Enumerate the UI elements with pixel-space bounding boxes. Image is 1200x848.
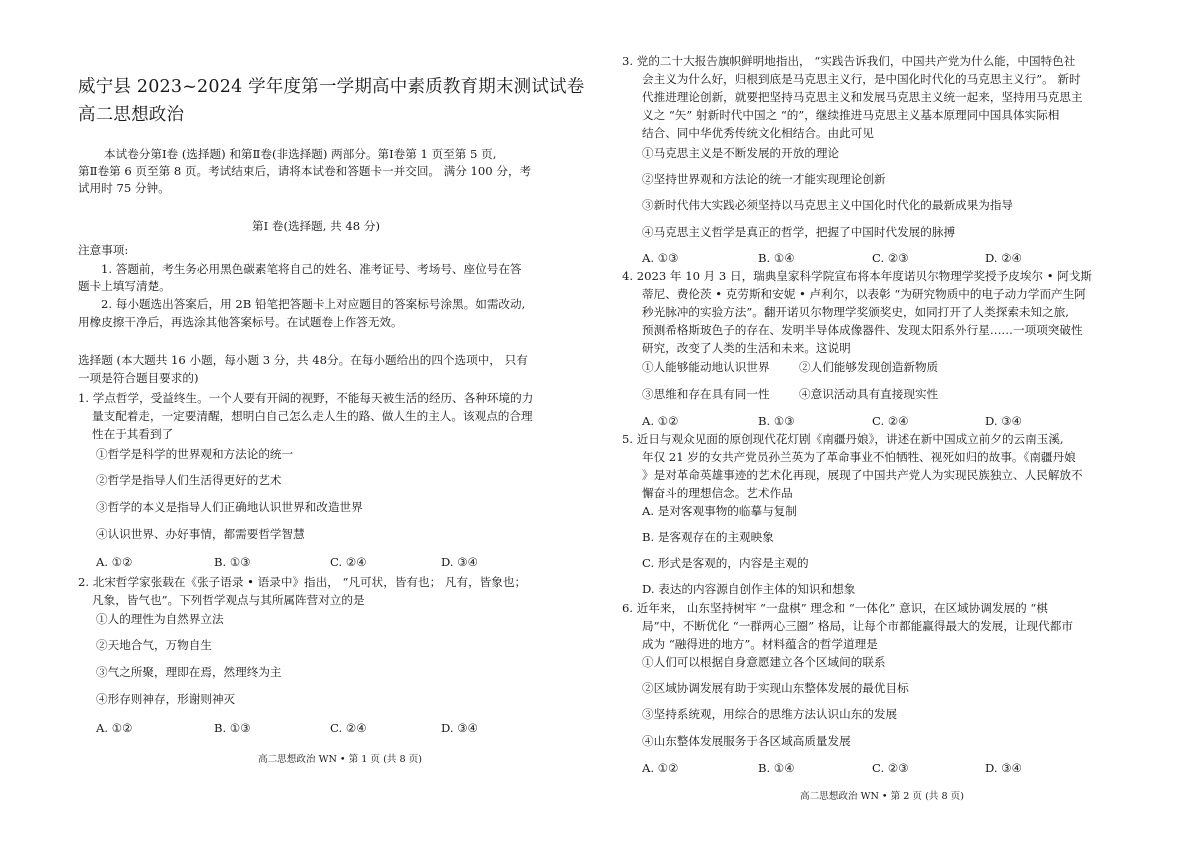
answer-option: C. ②③ <box>872 761 909 775</box>
answer-option: D. ③④ <box>441 721 479 735</box>
statement-item: ③坚持系统观，用综合的思维方法认识山东的发展 <box>642 707 898 721</box>
statement-item: ③气之所聚，理即在焉，然理终为主 <box>96 665 282 679</box>
question-stem: 代推进理论创新，就要把坚持马克思主义和发展马克思主义统一起来，坚持用马克思主 <box>642 90 1083 104</box>
page-2 <box>600 0 1200 848</box>
answer-option: D. 表达的内容源自创作主体的知识和想象 <box>642 582 856 596</box>
question-stem: 6. 近年来， 山东坚持树牢 “一盘棋” 理念和 “一体化” 意识，在区域协调发展的 “棋 <box>622 601 1048 615</box>
intro-line: 本试卷分第Ⅰ卷 (选择题) 和第Ⅱ卷(非选择题) 两部分。第Ⅰ卷第 1 页至第 5 页, <box>104 147 497 161</box>
statement-item: ②坚持世界观和方法论的统一才能实现理论创新 <box>642 172 886 186</box>
page-footer: 高二思想政治 WN • 第 1 页 (共 8 页) <box>258 754 422 765</box>
statement-item: ④马克思主义哲学是真正的哲学，把握了中国时代发展的脉搏 <box>642 225 956 239</box>
question-stem: 》是对革命英雄事迹的艺术化再现，展现了中国共产党人为实现民族独立、人民解放不 <box>642 468 1083 482</box>
answer-option: C. ②③ <box>872 251 909 265</box>
statement-item: ④形存则神存，形谢则神灭 <box>96 692 236 706</box>
note-line: 用橡皮擦干净后，再选涂其他答案标号。在试题卷上作答无效。 <box>78 315 403 329</box>
statement-item: ①哲学是科学的世界观和方法论的统一 <box>96 447 294 461</box>
question-stem: 会主义为什么好，归根到底是马克思主义行，是中国化时代化的马克思主义行”。 新时 <box>642 72 1081 86</box>
page-footer: 高二思想政治 WN • 第 2 页 (共 8 页) <box>800 791 964 802</box>
choice-heading: 选择题 (本大题共 16 小题，每小题 3 分，共 48分。在每小题给出的四个选项中， 只有 <box>78 353 528 367</box>
answer-option: D. ③④ <box>985 414 1023 428</box>
question-stem: 成为 “融得进的地方”。材料蕴含的哲学道理是 <box>642 637 878 651</box>
answer-option: B. ①③ <box>214 721 251 735</box>
statement-item: ②区域协调发展有助于实现山东整体发展的最优目标 <box>642 681 909 695</box>
question-stem: 研究，改变了人类的生活和未来。这说明 <box>642 341 851 355</box>
question-stem: 3. 党的二十大报告旗帜鲜明地指出， “实践告诉我们，中国共产党为什么能，中国特色社 <box>622 54 1076 68</box>
answer-option: B. 是客观存在的主观映象 <box>642 530 774 544</box>
exam-title: 威宁县 2023~2024 学年度第一学期高中素质教育期末测试试卷 <box>78 77 585 97</box>
question-stem: 蒂尼、费伦茨 • 克劳斯和安妮 • 卢利尔，以表彰 “为研究物质中的电子动力学而产生阿 <box>642 287 1086 301</box>
section-heading: 第Ⅰ 卷(选择题, 共 48 分) <box>252 219 380 233</box>
note-line: 题卡上填写清楚。 <box>78 279 171 293</box>
question-stem: 懈奋斗的理想信念。艺术作品 <box>642 486 793 500</box>
statement-item: ③新时代伟大实践必须坚持以马克思主义中国化时代化的最新成果为指导 <box>642 198 1014 212</box>
statement-item: ②哲学是指导人们生活得更好的艺术 <box>96 473 282 487</box>
question-stem: 性在于其看到了 <box>92 427 174 441</box>
answer-option: A. ①② <box>96 721 133 735</box>
notes-heading: 注意事项: <box>78 243 129 257</box>
answer-option: A. ①② <box>96 555 133 569</box>
statement-item: ④山东整体发展服务于各区域高质量发展 <box>642 734 851 748</box>
statement-item: ③思维和存在具有同一性 <box>642 387 770 401</box>
choice-heading: 一项是符合题目要求的) <box>78 371 199 385</box>
answer-option: B. ①③ <box>758 414 795 428</box>
question-stem: 结合、同中华优秀传统文化相结合。由此可见 <box>642 126 874 140</box>
question-stem: 5. 近日与观众见面的原创现代花灯剧《南疆丹娘》，讲述在新中国成立前夕的云南玉溪, <box>622 432 1064 446</box>
answer-option: B. ①④ <box>758 251 795 265</box>
question-stem: 2. 北宋哲学家张载在《张子语录 • 语录中》指出， “凡可状，皆有也； 凡有，皆象也； <box>78 575 527 589</box>
statement-item: ②天地合气，万物自生 <box>96 638 212 652</box>
statement-item: ①人能够能动地认识世界 <box>642 360 770 374</box>
answer-option: B. ①④ <box>758 761 795 775</box>
question-stem: 预测希格斯玻色子的存在、发明半导体成像器件、发现太阳系外行星……一项项突破性 <box>642 323 1083 337</box>
answer-option: C. 形式是客观的，内容是主观的 <box>642 556 809 570</box>
answer-option: C. ②④ <box>330 555 367 569</box>
answer-option: D. ③④ <box>985 761 1023 775</box>
question-stem: 4. 2023 年 10 月 3 日，瑞典皇家科学院宣布将本年度诺贝尔物理学奖授予皮埃尔 • 阿戈斯 <box>622 269 1093 283</box>
intro-line: 第Ⅱ卷第 6 页至第 8 页。考试结束后，请将本试卷和答题卡一并交回。 满分 100 分，考 <box>78 164 532 178</box>
answer-option: D. ②④ <box>985 251 1023 265</box>
answer-option: C. ②④ <box>330 721 367 735</box>
statement-item: ④意识活动具有直接现实性 <box>799 387 939 401</box>
answer-option: C. ②④ <box>872 414 909 428</box>
answer-option: A. ①② <box>642 761 679 775</box>
statement-item: ①人们可以根据自身意愿建立各个区域间的联系 <box>642 655 886 669</box>
note-line: 2. 每小题选出答案后，用 2B 铅笔把答题卡上对应题目的答案标号涂黑。如需改动, <box>101 297 526 311</box>
statement-item: ①马克思主义是不断发展的开放的理论 <box>642 146 840 160</box>
question-stem: 秒光脉冲的实验方法”。翻开诺贝尔物理学奖颁奖史，如同打开了人类探索未知之旅, <box>642 305 1069 319</box>
statement-item: ③哲学的本义是指导人们正确地认识世界和改造世界 <box>96 500 363 514</box>
question-stem: 义之 “矢” 射新时代中国之 “的”，继续推进马克思主义基本原理同中国具体实际相 <box>642 108 1060 122</box>
question-stem: 局”中，不断优化 “一群两心三圈” 格局，让每个市都能赢得最大的发展，让现代都市 <box>642 619 1073 633</box>
statement-item: ④认识世界、办好事情，都需要哲学智慧 <box>96 527 305 541</box>
question-stem: 量支配着走，一定要清醒，想明白自己怎么走人生的路、做人生的主人。该观点的合理 <box>92 409 533 423</box>
answer-option: B. ①③ <box>214 555 251 569</box>
statement-item: ①人的理性为自然界立法 <box>96 612 224 626</box>
subject-title: 高二思想政治 <box>78 105 185 125</box>
question-stem: 年仅 21 岁的女共产党员孙兰英为了革命事业不怕牺牲、视死如归的故事。《南疆丹娘 <box>642 450 1076 464</box>
answer-option: A. 是对客观事物的临摹与复制 <box>642 504 797 518</box>
statement-item: ②人们能够发现创造新物质 <box>799 360 939 374</box>
intro-line: 试用时 75 分钟。 <box>78 181 170 195</box>
answer-option: A. ①② <box>642 414 679 428</box>
answer-option: D. ③④ <box>441 555 479 569</box>
question-stem: 1. 学点哲学，受益终生。一个人要有开阔的视野，不能每天被生活的经历、各种环境的力 <box>78 391 534 405</box>
note-line: 1. 答题前，考生务必用黑色碳素笔将自己的姓名、准考证号、考场号、座位号在答 <box>101 262 522 276</box>
question-stem: 凡象，皆气也”。下列哲学观点与其所属阵营对立的是 <box>92 593 365 607</box>
answer-option: A. ①③ <box>642 251 679 265</box>
